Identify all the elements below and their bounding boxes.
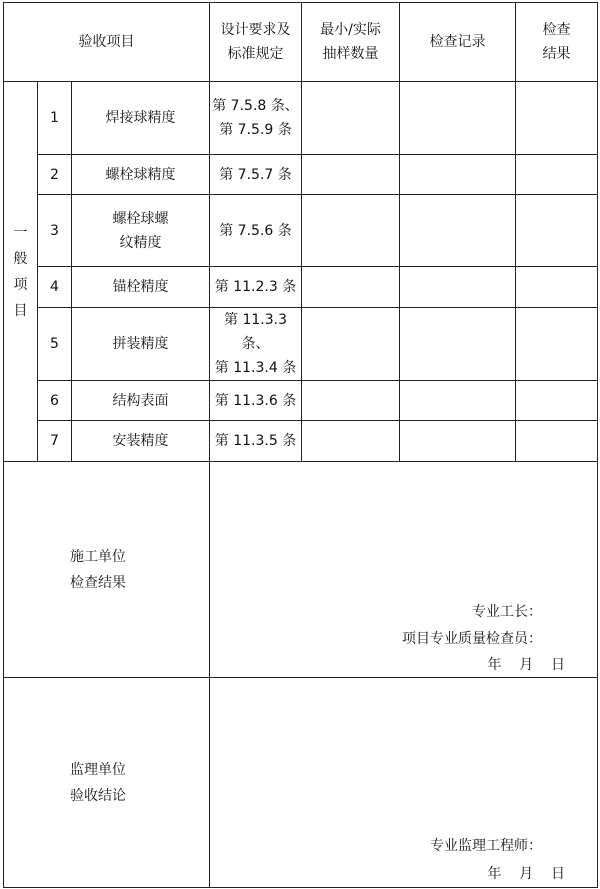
row-requirement — [210, 267, 302, 308]
row-record-cell[interactable] — [400, 308, 516, 381]
row-number-text: 4 — [50, 279, 59, 295]
general-items-label-cell — [4, 82, 38, 462]
row-item-name-line1: 结构表面 — [112, 392, 169, 409]
row-result-cell[interactable] — [516, 267, 598, 308]
row-result-cell[interactable] — [516, 82, 598, 155]
row-sample-cell[interactable] — [302, 308, 400, 381]
row-requirement-line1: 第 11.3.3 条、 — [224, 312, 287, 352]
row-sample-cell[interactable] — [302, 155, 400, 195]
construction-section — [4, 462, 598, 678]
row-number-text: 3 — [50, 222, 59, 239]
header-row — [4, 3, 598, 82]
table-row — [4, 155, 598, 195]
row-result-cell[interactable] — [516, 421, 598, 462]
construction-label-cell — [4, 462, 210, 678]
header-sample-line1: 最小/实际 — [320, 22, 381, 38]
construction-label-line1: 施工单位 — [70, 548, 126, 565]
row-number — [38, 308, 72, 381]
table-row — [4, 82, 598, 155]
row-number-text: 5 — [50, 336, 59, 352]
row-item-name — [72, 381, 210, 421]
row-number — [38, 155, 72, 195]
row-record-cell[interactable] — [400, 195, 516, 267]
row-number — [38, 82, 72, 155]
row-item-name-line1: 螺栓球螺 — [112, 210, 169, 227]
row-requirement — [210, 155, 302, 195]
row-requirement-line2: 第 11.3.4 条 — [214, 360, 297, 376]
row-item-name-line2: 纹精度 — [119, 234, 162, 251]
supervision-conclusion-area[interactable] — [210, 678, 598, 888]
header-item-label: 验收项目 — [78, 34, 135, 50]
header-record-label: 检查记录 — [429, 34, 486, 50]
supervision-label-line2: 验收结论 — [70, 787, 126, 804]
supervision-label-cell — [4, 678, 210, 888]
row-requirement-line1: 第 7.5.8 条、 — [212, 98, 299, 114]
row-result-cell[interactable] — [516, 155, 598, 195]
row-requirement — [210, 308, 302, 381]
header-record — [400, 3, 516, 82]
header-sample — [302, 3, 400, 82]
row-item-name-line1: 拼装精度 — [112, 336, 169, 352]
supervision-section — [4, 678, 598, 888]
acceptance-table — [3, 2, 598, 888]
quality-inspector-signature-label: 项目专业质量检查员： — [402, 631, 542, 647]
table-row — [4, 421, 598, 462]
row-item-name-line1: 焊接球精度 — [105, 110, 176, 126]
row-item-name — [72, 267, 210, 308]
general-items-label: 一般项目 — [13, 224, 28, 319]
row-item-name — [72, 82, 210, 155]
row-record-cell[interactable] — [400, 421, 516, 462]
row-requirement-line1: 第 11.3.5 条 — [214, 433, 297, 449]
row-sample-cell[interactable] — [302, 82, 400, 155]
table-row — [4, 381, 598, 421]
row-requirement-line1: 第 7.5.6 条 — [219, 222, 292, 239]
row-sample-cell[interactable] — [302, 381, 400, 421]
row-requirement — [210, 381, 302, 421]
supervision-date-label: 年 月 日 — [487, 866, 565, 882]
row-number — [38, 421, 72, 462]
row-item-name — [72, 195, 210, 267]
row-requirement-line1: 第 11.2.3 条 — [214, 279, 297, 295]
row-number-text: 2 — [50, 166, 59, 183]
construction-label-line2: 检查结果 — [70, 574, 126, 591]
row-number — [38, 381, 72, 421]
row-number — [38, 195, 72, 267]
row-requirement — [210, 195, 302, 267]
row-number — [38, 267, 72, 308]
row-requirement — [210, 82, 302, 155]
row-result-cell[interactable] — [516, 381, 598, 421]
header-sample-line2: 抽样数量 — [322, 46, 379, 62]
row-record-cell[interactable] — [400, 267, 516, 308]
row-item-name — [72, 421, 210, 462]
row-result-cell[interactable] — [516, 308, 598, 381]
row-requirement-line1: 第 11.3.6 条 — [214, 392, 297, 409]
row-record-cell[interactable] — [400, 381, 516, 421]
row-sample-cell[interactable] — [302, 195, 400, 267]
header-result — [516, 3, 598, 82]
row-item-name-line1: 安装精度 — [112, 433, 169, 449]
row-record-cell[interactable] — [400, 82, 516, 155]
header-design-req-line1: 设计要求及 — [220, 22, 291, 38]
row-requirement-line1: 第 7.5.7 条 — [219, 166, 292, 183]
row-number-text: 6 — [50, 392, 59, 409]
construction-result-area[interactable] — [210, 462, 598, 678]
header-result-line2: 结果 — [542, 46, 571, 62]
row-requirement-line2: 第 7.5.9 条 — [219, 122, 292, 138]
construction-date-label: 年 月 日 — [487, 657, 565, 673]
header-design-req — [210, 3, 302, 82]
row-item-name-line1: 螺栓球精度 — [105, 166, 176, 183]
row-sample-cell[interactable] — [302, 421, 400, 462]
row-item-name — [72, 155, 210, 195]
row-item-name-line1: 锚栓精度 — [112, 279, 169, 295]
table-row — [4, 267, 598, 308]
row-requirement — [210, 421, 302, 462]
row-sample-cell[interactable] — [302, 267, 400, 308]
table-row — [4, 195, 598, 267]
row-number-text: 7 — [50, 433, 59, 449]
header-design-req-line2: 标准规定 — [227, 46, 284, 62]
header-item — [4, 3, 210, 82]
supervision-label-line1: 监理单位 — [70, 761, 126, 778]
row-record-cell[interactable] — [400, 155, 516, 195]
table-row — [4, 308, 598, 381]
supervising-engineer-signature-label: 专业监理工程师： — [430, 838, 542, 854]
header-result-line1: 检查 — [542, 22, 571, 38]
row-number-text: 1 — [50, 110, 59, 126]
row-item-name — [72, 308, 210, 381]
row-result-cell[interactable] — [516, 195, 598, 267]
foreman-signature-label: 专业工长： — [472, 604, 542, 620]
